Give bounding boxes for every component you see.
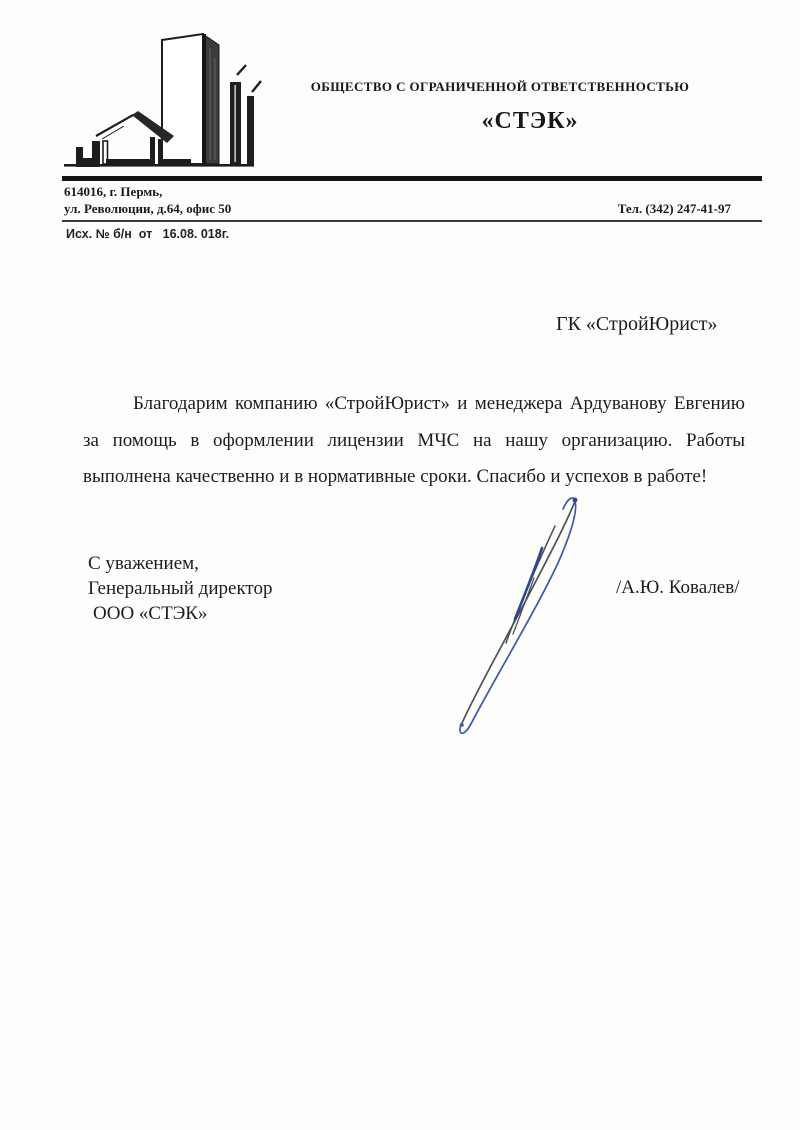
company-name-title: «СТЭК» <box>481 108 579 134</box>
handwritten-signature-icon <box>448 492 618 742</box>
signoff-line-2: Генеральный директор <box>88 578 273 599</box>
company-buildings-logo-icon <box>62 12 262 172</box>
company-type-line: ОБЩЕСТВО С ОГРАНИЧЕННОЙ ОТВЕТСТВЕННОСТЬЮ <box>310 79 690 94</box>
signoff-block <box>88 551 272 626</box>
letter-body <box>83 386 745 496</box>
body-line-1: Благодарим компанию «СтройЮрист» и менеджера Ардуванову Евгению <box>133 393 745 414</box>
outgoing-ref-line: Исх. № б/н от 16.08. 018г. <box>66 227 230 241</box>
body-line-2: за помощь в оформлении лицензии МЧС на нашу организацию. Работы <box>83 429 745 451</box>
letterhead-thin-rule <box>62 220 762 222</box>
address-line-1: 614016, г. Пермь, <box>64 184 163 199</box>
signoff-line-3: ООО «СТЭК» <box>93 603 208 624</box>
address-line-2: ул. Революции, д.64, офис 50 <box>64 201 232 216</box>
signoff-line-1: С уважением, <box>88 553 199 574</box>
recipient-line: ГК «СтройЮрист» <box>556 313 718 335</box>
signer-name: /А.Ю. Ковалев/ <box>616 577 740 598</box>
phone-number: Тел. (342) 247-41-97 <box>617 201 731 216</box>
letterhead-thick-rule <box>62 176 762 181</box>
body-line-3: выполнена качественно и в нормативные сроки. Спасибо и успехов в работе! <box>83 466 708 488</box>
